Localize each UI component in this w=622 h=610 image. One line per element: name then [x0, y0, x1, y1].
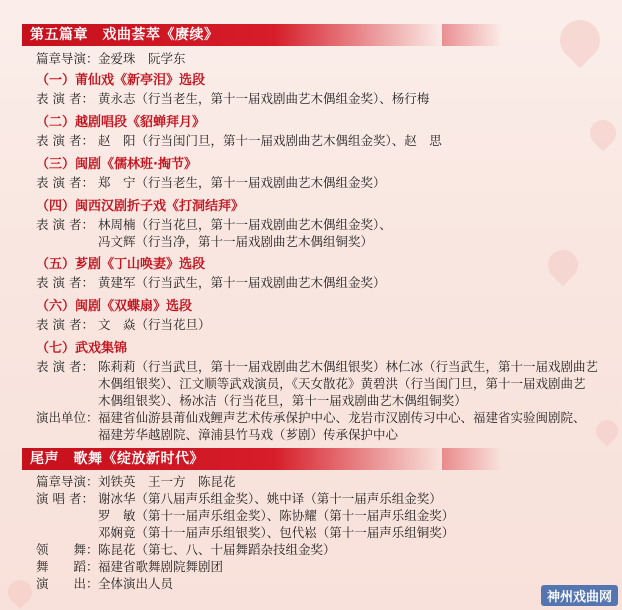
finale-title: 尾声 歌舞《绽放新时代》: [30, 451, 204, 467]
section5-director: 篇章导演：金爱珠 阮学东: [36, 51, 186, 66]
finale-line: 篇章导演：刘铁英 王一方 陈昆花: [36, 474, 236, 489]
performer-line: 表 演 者： 郑 宁（行当老生，第十一届戏剧曲艺木偶组金奖）: [36, 175, 386, 190]
performer-line: 冯文辉（行当净，第十一届戏剧曲艺木偶组铜奖）: [98, 234, 374, 249]
finale-line: 领 舞：陈昆花（第七、八、十届舞蹈杂技组金奖）: [36, 542, 336, 557]
finale-line: 演 唱 者： 谢冰华（第八届声乐组金奖）、姚中译（第十一届声乐组金奖）: [36, 491, 442, 506]
performer-line: 表 演 者： 林周楠（行当花旦，第十一届戏剧曲艺木偶组金奖）、: [36, 217, 392, 232]
item-head: （六）闽剧《双蝶扇》选段: [36, 299, 193, 314]
watermark: 神州戏曲网: [541, 585, 618, 606]
finale-line: 邓娴竟（第十一届声乐组银奖）、包代崧（第十一届声乐组铜奖）: [98, 525, 455, 540]
performer-line: 木偶组银奖）、江文顺等武戏演员，《天女散花》黄碧洪（行当闺门旦，第十一届戏剧曲艺: [98, 376, 586, 391]
petal-decoration: [591, 415, 622, 446]
section5-title: 第五篇章 戏曲荟萃《赓续》: [30, 27, 219, 43]
unit-line: 福建芳华越剧院、漳浦县竹马戏（芗剧）传承保护中心: [98, 427, 399, 442]
performer-line: 表 演 者： 赵 阳（行当闺门旦，第十一届戏剧曲艺木偶组金奖）、赵 思: [36, 133, 442, 148]
item-head: （七）武戏集锦: [36, 341, 128, 356]
item-head: （一）莆仙戏《新亭泪》选段: [36, 73, 206, 88]
petal-decoration: [3, 575, 37, 609]
finale-line: 演 出：全体演出人员: [36, 576, 174, 591]
petal-decoration: [552, 12, 609, 69]
item-head: （二）越剧唱段《貂蝉拜月》: [36, 115, 206, 130]
item-head: （五）芗剧《丁山唤妻》选段: [36, 257, 206, 272]
finale-line: 舞 蹈：福建省歌舞剧院舞剧团: [36, 559, 224, 574]
petal-decoration: [542, 244, 584, 286]
item-head: （三）闽剧《儒林班·掏节》: [36, 157, 197, 172]
finale-line: 罗 敏（第十一届声乐组金奖）、陈协耀（第十一届声乐组金奖）: [98, 508, 455, 523]
item-head: （四）闽西汉剧折子戏《打洞结拜》: [36, 199, 245, 214]
unit-line: 演出单位：福建省仙游县莆仙戏鲤声艺术传承保护中心、龙岩市汉剧传习中心、福建省实验闽剧院、: [36, 410, 586, 425]
section5-title-banner: [22, 24, 442, 46]
performer-line: 表 演 者： 文 焱（行当花旦）: [36, 317, 211, 332]
performer-line: 表 演 者： 黄建军（行当武生，第十一届戏剧曲艺木偶组金奖）: [36, 275, 386, 290]
finale-title-banner: [22, 448, 442, 470]
performer-line: 表 演 者： 黄永志（行当老生，第十一届戏剧曲艺木偶组金奖）、杨行梅: [36, 91, 430, 106]
petal-decoration: [585, 115, 622, 152]
performer-line: 表 演 者： 陈莉莉（行当武旦，第十一届戏剧曲艺木偶组银奖）林仁冰（行当武生，第十一届戏剧曲艺: [36, 359, 599, 374]
performer-line: 木偶组银奖）、杨冰洁（行当花旦，第十一届戏剧曲艺木偶组铜奖）: [98, 393, 467, 408]
